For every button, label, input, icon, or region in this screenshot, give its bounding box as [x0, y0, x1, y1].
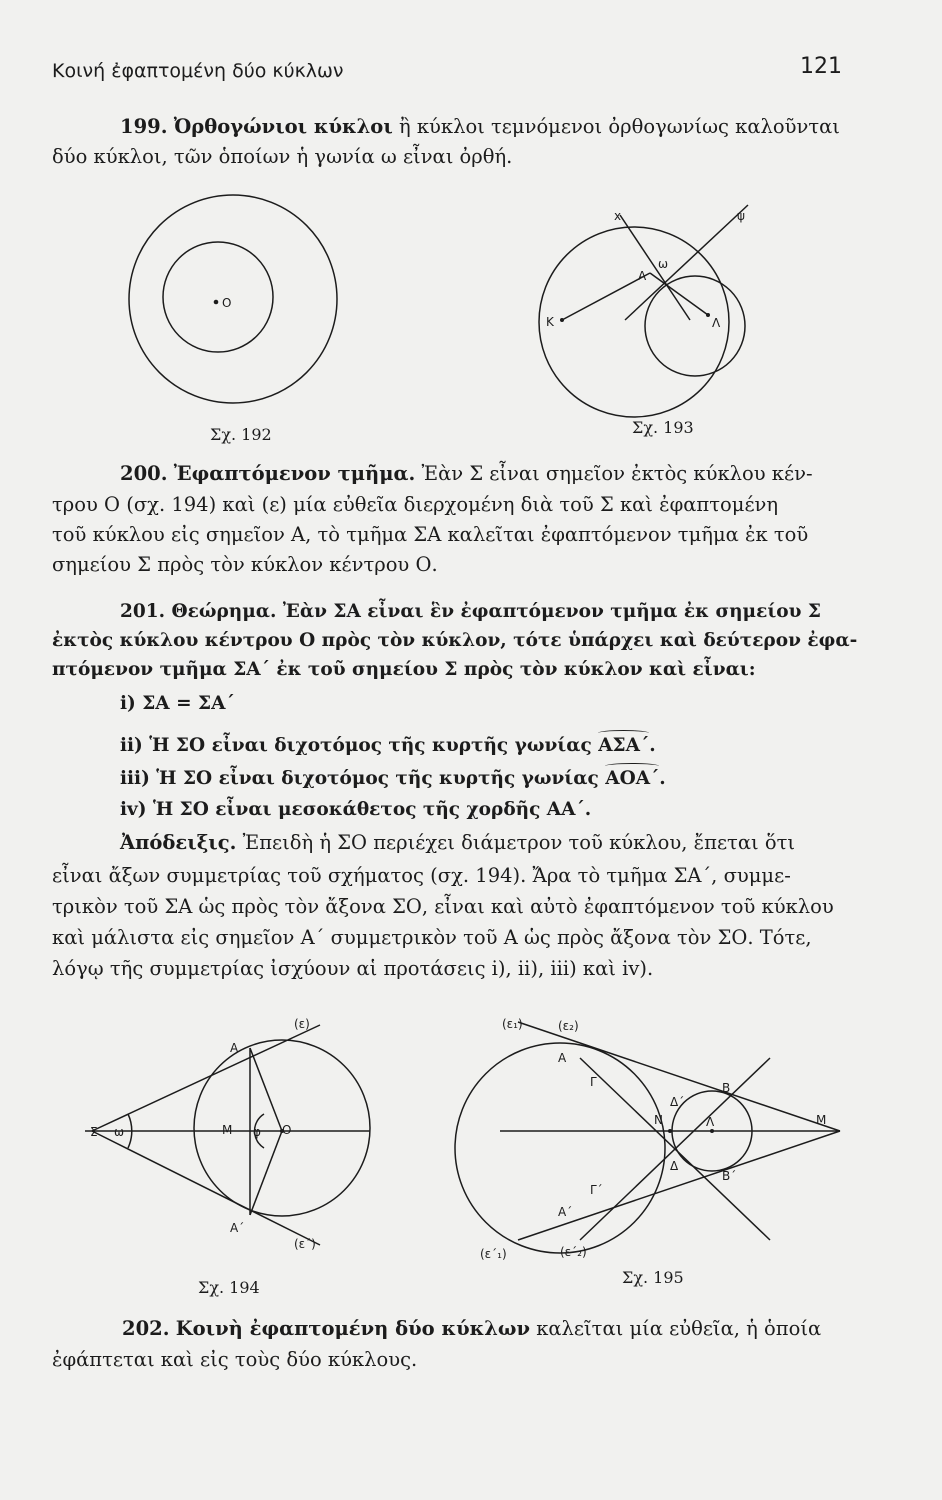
proof-line-5: λόγῳ τῆς συμμετρίας ἰσχύουν αἱ προτάσεις i), ii), iii) καὶ iv).	[52, 957, 654, 980]
section-202-line-2: ἐφάπτεται καὶ εἰς τοὺς δύο κύκλους.	[52, 1348, 418, 1371]
section-200-line-1	[120, 460, 813, 488]
tangent-e-prime	[92, 1131, 320, 1245]
section-201-number: 201.	[120, 601, 166, 622]
label-e2-prime: (ε΄₂)	[560, 1245, 587, 1259]
section-201-text-1: Ἐὰν ΣΑ εἶναι ἓν ἐφαπτόμενον τμῆμα ἐκ σημείου Σ	[282, 601, 821, 622]
point-L	[710, 1129, 714, 1133]
item-ii-angle: ΑΣΑ΄	[598, 735, 650, 756]
section-201-line-1	[120, 598, 821, 626]
point-N	[668, 1129, 672, 1133]
label-G: Γ	[590, 1075, 597, 1089]
label-M: M	[816, 1113, 827, 1127]
radius-OA-prime	[250, 1131, 282, 1215]
label-O: O	[282, 1123, 292, 1137]
tangent-x	[620, 215, 690, 320]
label-phi: φ	[253, 1125, 261, 1139]
external-tangent-2	[518, 1131, 840, 1240]
item-iii-angle: ΑΟΑ΄	[605, 768, 660, 789]
section-201-line-2: ἐκτὸς κύκλου κέντρου Ο πρὸς τὸν κύκλον, τότε ὑπάρχει καὶ δεύτερον ἐφα-	[52, 630, 858, 651]
section-202-line-1	[122, 1315, 821, 1343]
label-e-prime: (ε΄)	[294, 1237, 316, 1251]
section-202-text-1: καλεῖται μία εὐθεῖα, ἡ ὁποία	[536, 1317, 822, 1340]
figure-193	[530, 200, 790, 430]
label-M: M	[222, 1123, 233, 1137]
proof-line-2: εἶναι ἄξων συμμετρίας τοῦ σχήματος (σχ. 194). Ἄρα τὸ τμῆμα ΣΑ΄, συμμε-	[52, 864, 791, 887]
item-iii: iii) Ἡ ΣΟ εἶναι διχοτόμος τῆς κυρτῆς γωνίας ΑΟΑ΄.	[120, 768, 666, 789]
tangent-psi	[625, 205, 748, 320]
label-B: B	[722, 1081, 731, 1095]
item-ii: ii) Ἡ ΣΟ εἶναι διχοτόμος τῆς κυρτῆς γωνίας ΑΣΑ΄.	[120, 735, 656, 756]
proof-line-1	[120, 829, 795, 857]
label-S: Σ	[90, 1125, 98, 1139]
external-tangent-1	[518, 1022, 840, 1131]
section-202-title: Κοινὴ ἐφαπτομένη δύο κύκλων	[175, 1317, 530, 1340]
label-x: x	[614, 209, 622, 223]
point-K	[560, 318, 564, 322]
label-L: Λ	[706, 1115, 715, 1129]
item-ii-text: ii) Ἡ ΣΟ εἶναι διχοτόμος τῆς κυρτῆς γωνίας	[120, 735, 592, 756]
label-omega: ω	[658, 257, 669, 271]
section-199-number: 199.	[120, 115, 168, 138]
proof-line-3: τρικὸν τοῦ ΣΑ ὡς πρὸς τὸν ἄξονα ΣΟ, εἶναι καὶ αὐτὸ ἐφαπτόμενον τοῦ κύκλου	[52, 895, 834, 918]
page-number: 121	[800, 54, 842, 79]
figure-192	[100, 190, 370, 420]
section-200-line-3: τοῦ κύκλου εἰς σημεῖον Α, τὸ τμῆμα ΣΑ καλεῖται ἐφαπτόμενον τμῆμα ἐκ τοῦ	[52, 523, 809, 546]
circle-K	[539, 227, 729, 417]
label-A-prime: A΄	[558, 1205, 573, 1219]
section-201-title: Θεώρημα.	[171, 601, 277, 622]
large-circle	[455, 1043, 665, 1253]
section-199-line-2: δύο κύκλοι, τῶν ὁποίων ἡ γωνία ω εἶναι ὀρθή.	[52, 145, 513, 168]
running-header: Κοινή ἐφαπτομένη δύο κύκλων	[52, 60, 344, 82]
inner-circle	[163, 242, 273, 352]
proof-line-4: καὶ μάλιστα εἰς σημεῖον Α΄ συμμετρικὸν τοῦ Α ὡς πρὸς ἄξονα τὸν ΣΟ. Τότε,	[52, 926, 812, 949]
figure-194	[70, 1010, 410, 1270]
label-K: K	[546, 315, 554, 329]
label-A: A	[558, 1051, 567, 1065]
radius-KA	[562, 273, 650, 320]
label-e1-prime: (ε΄₁)	[480, 1247, 507, 1261]
section-201-line-3: πτόμενον τμῆμα ΣΑ΄ ἐκ τοῦ σημείου Σ πρὸς τὸν κύκλον καὶ εἶναι:	[52, 659, 756, 680]
section-200-line-2: τρου Ο (σχ. 194) καὶ (ε) μία εὐθεῖα διερχομένη διὰ τοῦ Σ καὶ ἐφαπτομένη	[52, 493, 779, 516]
figure-195	[420, 1010, 860, 1270]
point-L	[706, 313, 710, 317]
label-e1: (ε₁)	[502, 1017, 523, 1031]
label-G-prime: Γ΄	[590, 1183, 603, 1197]
label-e2: (ε₂)	[558, 1019, 579, 1033]
item-i: i) ΣΑ = ΣΑ΄	[120, 693, 235, 714]
label-L: Λ	[712, 316, 721, 330]
item-iii-text: iii) Ἡ ΣΟ εἶναι διχοτόμος τῆς κυρτῆς γωνίας	[120, 768, 599, 789]
figure-195-caption: Σχ. 195	[622, 1268, 684, 1287]
section-199-text-1: ἢ κύκλοι τεμνόμενοι ὀρθογωνίως καλοῦνται	[398, 115, 840, 138]
label-A-prime: A΄	[230, 1221, 245, 1235]
section-200-line-4: σημείου Σ πρὸς τὸν κύκλον κέντρου Ο.	[52, 553, 438, 576]
figure-192-caption: Σχ. 192	[210, 425, 272, 444]
label-N: N	[654, 1113, 663, 1127]
radius-OA	[250, 1048, 282, 1131]
label-D: Δ	[670, 1159, 679, 1173]
proof-title: Ἀπόδειξις.	[120, 831, 237, 854]
tangent-e	[92, 1025, 320, 1131]
label-e: (ε)	[294, 1017, 310, 1031]
section-200-number: 200.	[120, 462, 168, 485]
label-O: O	[222, 296, 232, 310]
label-A: A	[230, 1041, 239, 1055]
item-iv: iv) Ἡ ΣΟ εἶναι μεσοκάθετος τῆς χορδῆς ΑΑ΄.	[120, 799, 592, 820]
proof-text-1: Ἐπειδὴ ἡ ΣΟ περιέχει διάμετρον τοῦ κύκλου, ἔπεται ὅτι	[242, 831, 796, 854]
section-199-line-1	[120, 113, 840, 141]
center-point	[214, 300, 219, 305]
label-omega: ω	[114, 1125, 125, 1139]
label-A: A	[638, 269, 647, 283]
outer-circle	[129, 195, 337, 403]
section-202-number: 202.	[122, 1317, 170, 1340]
figure-194-caption: Σχ. 194	[198, 1278, 260, 1297]
label-psi: ψ	[737, 209, 745, 223]
section-200-text-1: Ἐὰν Σ εἶναι σημεῖον ἐκτὸς κύκλου κέν-	[421, 462, 813, 485]
label-D-prime: Δ΄	[670, 1095, 685, 1109]
figure-193-caption: Σχ. 193	[632, 418, 694, 437]
circle-L	[645, 276, 745, 376]
section-200-title: Ἐφαπτόμενον τμῆμα.	[173, 462, 416, 485]
label-B-prime: B΄	[722, 1169, 737, 1183]
section-199-title: Ὀρθογώνιοι κύκλοι	[173, 115, 393, 138]
